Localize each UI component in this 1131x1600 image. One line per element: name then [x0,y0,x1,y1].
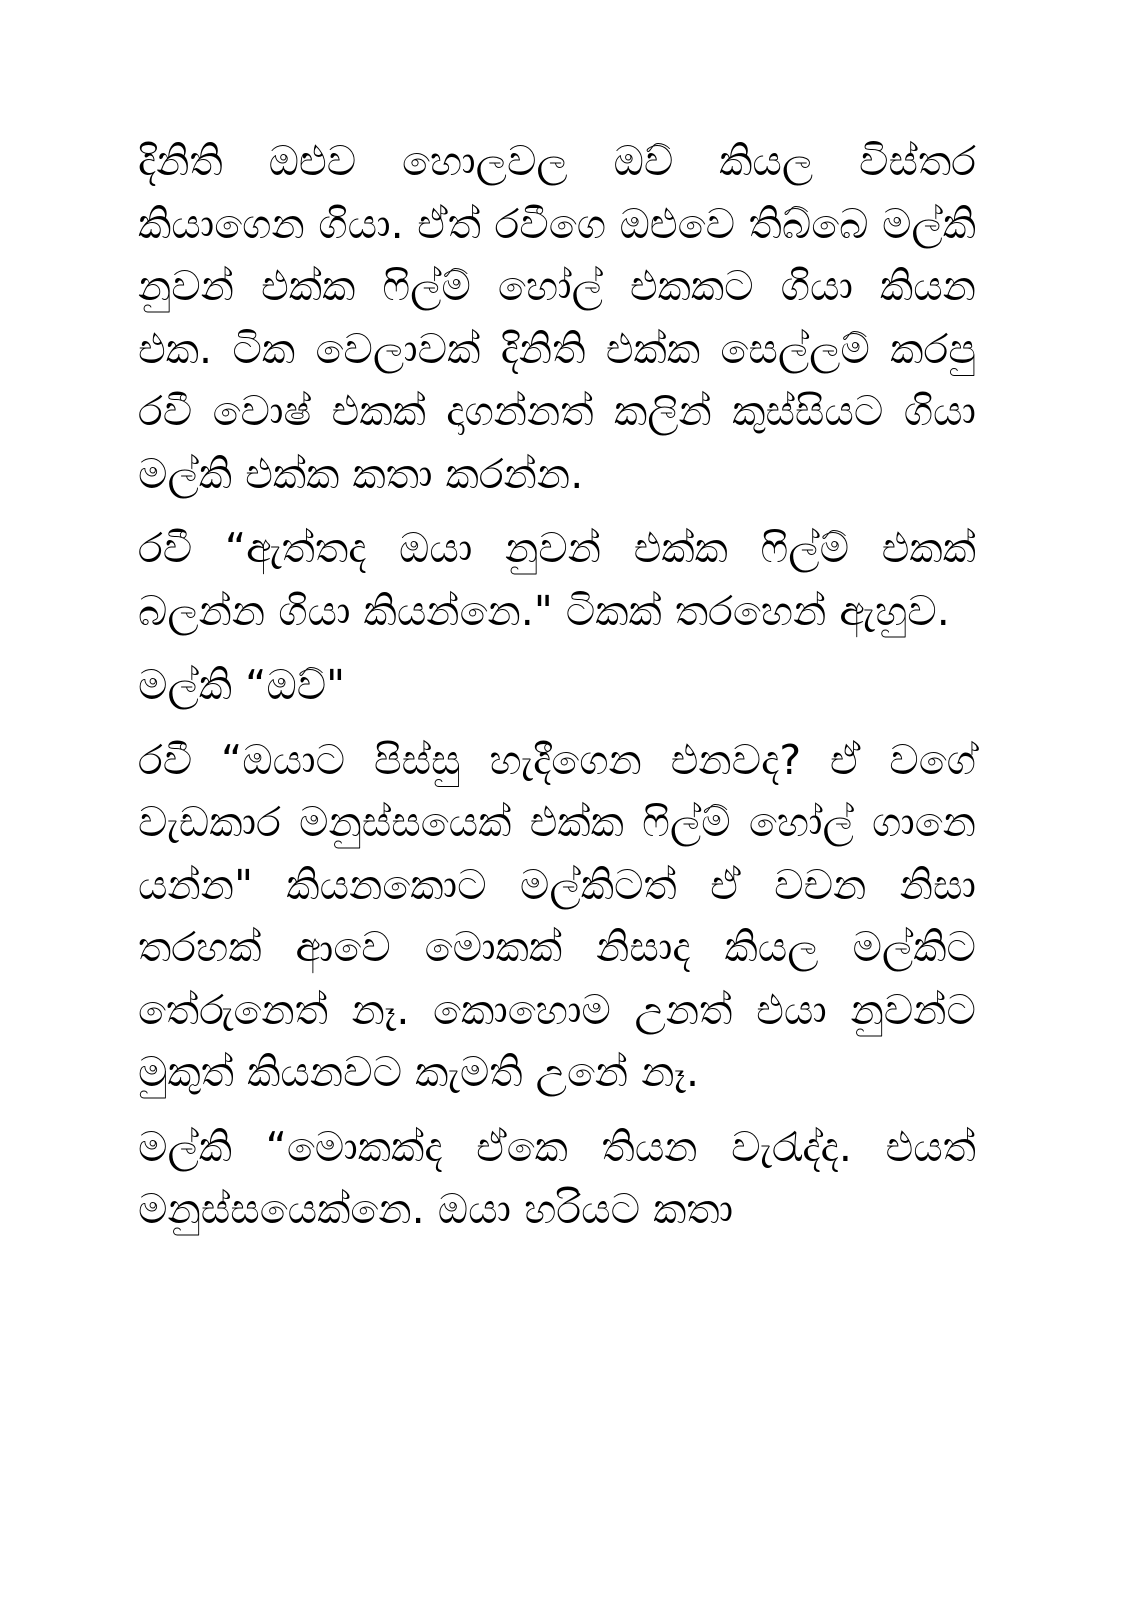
paragraph-2: රවී “ඇත්තද ඔයා නුවන් එක්ක ෆිල්ම් එකක් බලන්න ගියා කියන්නෙ." ටිකක් තරහෙන් ඇහුව. [138,524,976,635]
paragraph-1: දිනිති ඔළුව හොලවල ඔව් කියල විස්තර කියාගෙන ගියා. ඒත් රවීගෙ ඔළුවෙ තිබ්බෙ මල්කි නුවන් එක්ක ෆිල්ම් හෝල් එකකට ගියා කියන එක. ටික වෙලාවක් දිනිති එක්ක සෙල්ලම් කරපු රවී වොෂ් එකක් දාගන්නත් කලින් කුස්සියට ගියා මල්කි එක්ක කතා කරන්න. [138,137,976,498]
paragraph-3: මල්කි “ඔව්" [138,661,346,709]
document-page [138,130,976,1253]
paragraph-4: රවී “ඔයාට පිස්සු හැදීගෙන එනවද? ඒ වගේ වැඩකාර මනුස්සයෙක් එක්ක ෆිල්ම් හෝල් ගානෙ යන්න" කියනකොට මල්කිටත් ඒ වචන නිසා තරහක් ආවෙ මොකක් නිසාද කියල මල්කිට තේරුනෙත් නෑ. කොහොම උනත් එයා නුවන්ට මුකුත් කියනවට කැමති උනේ නෑ. [138,735,976,1096]
paragraph-5: මල්කි “මොකක්ද ඒකෙ තියන වැරැද්ද. එයත් මනුස්සයෙක්නෙ. ඔයා හරියට කතා [138,1122,976,1233]
